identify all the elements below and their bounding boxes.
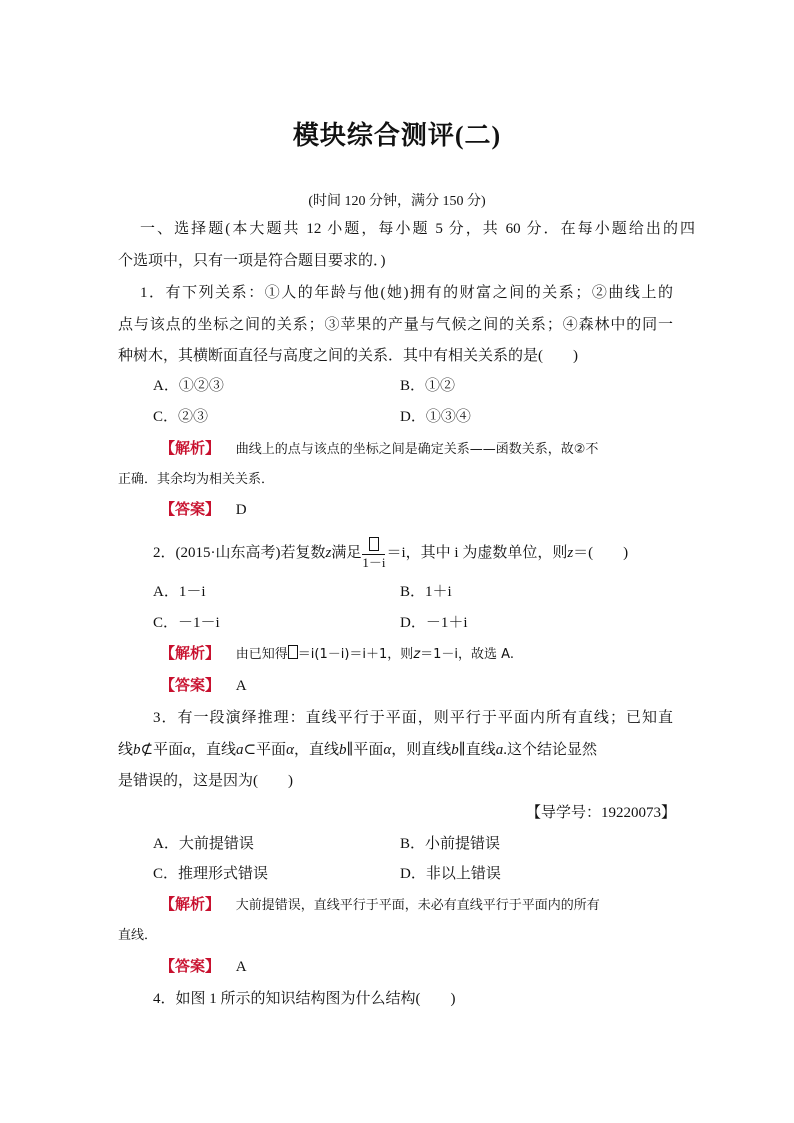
page-title: 模块综合测评(二) [292, 121, 502, 150]
q3-text-2b: ⊄平面 [140, 742, 184, 758]
q3-text-2f: ∥平面 [346, 742, 384, 758]
q2-var-z: z [325, 545, 332, 561]
q2-stem-part-c: ＝i，其中 i 为虚数单位，则 [386, 545, 568, 561]
q1-stem-line2 [118, 315, 673, 335]
q3-option-a: A．大前提错误 [153, 836, 254, 852]
q3-text-2h: ∥直线 [458, 742, 496, 758]
q3-option-b: B．小前提错误 [400, 836, 501, 852]
q2-stem-part-a: 2．(2015·山东高考)若复数 [153, 545, 326, 561]
q2-fraction-numerator [362, 537, 385, 555]
explanation-label: 【解析】 [160, 897, 221, 913]
q3-var-alpha3: α [383, 742, 392, 758]
answer-label: 【答案】 [160, 959, 221, 975]
q2-fraction [362, 537, 385, 571]
explanation-label: 【解析】 [160, 441, 221, 457]
q3-text-2g: ，则直线 [391, 742, 452, 758]
q3-text-2a: 线 [118, 742, 134, 758]
q1-answer [160, 500, 247, 520]
q3-text-2d: ⊂平面 [243, 742, 287, 758]
placeholder-box-icon [369, 537, 379, 551]
q1-explanation-line1 [160, 439, 598, 460]
q4-stem: 4．如图 1 所示的知识结构图为什么结构( ) [153, 991, 456, 1007]
q1-stem-line1 [140, 283, 673, 303]
q2-var-z2: z [567, 545, 574, 561]
q3-option-c: C．推理形式错误 [153, 866, 269, 882]
q3-stem-text1: 3．有一段演绎推理：直线平行于平面，则平行于平面内所有直线；已知直 [153, 710, 673, 726]
q3-var-a2: a [495, 742, 504, 758]
q2-stem [153, 536, 628, 571]
q3-option-d: D．非以上错误 [400, 866, 501, 882]
q3-stem-line1 [153, 708, 673, 728]
q1-option-d: D．①③④ [400, 409, 471, 425]
q3-var-b1: b [133, 742, 141, 758]
q3-answer [160, 957, 247, 977]
q2-explanation-text-c: ＝1－i，故选 A. [420, 647, 514, 662]
q3-var-b2: b [338, 742, 347, 758]
section-heading-line2: 个选项中，只有一项是符合题目要求的．) [118, 253, 386, 269]
q2-fraction-denominator: 1－i [362, 554, 386, 570]
q1-option-c: C．②③ [153, 409, 209, 425]
q3-stem-line2 [118, 740, 597, 760]
q3-stem-line3: 是错误的，这是因为( ) [118, 773, 293, 789]
q2-option-d: D．－1＋i [400, 615, 468, 631]
q1-option-a: A．①②③ [153, 378, 224, 394]
q3-explanation-text1: 大前提错误，直线平行于平面，未必有直线平行于平面内的所有 [235, 898, 600, 913]
q1-explanation-text1: 曲线上的点与该点的坐标之间是确定关系——函数关系，故②不 [235, 442, 599, 457]
q3-answer-value: A [235, 959, 247, 975]
q3-var-b3: b [451, 742, 459, 758]
q3-text-2i: .这个结论显然 [503, 742, 597, 758]
section-heading-line1 [140, 219, 695, 239]
q2-explanation-var-z: z [413, 647, 421, 662]
q2-stem-part-e: ＝( ) [573, 545, 629, 561]
q3-explanation-line2: 直线． [118, 928, 158, 943]
section-heading-text1: 一、选择题(本大题共 12 小题，每小题 5 分，共 60 分．在每小题给出的四 [140, 221, 695, 237]
q2-explanation-text-b: ＝i(1－i)＝i＋1，则 [297, 647, 414, 662]
q3-text-2c: ，直线 [190, 742, 236, 758]
q1-stem-text2: 点与该点的坐标之间的关系；③苹果的产量与气候之间的关系；④森林中的同一 [118, 317, 673, 333]
q3-var-alpha1: α [183, 742, 191, 758]
placeholder-box-icon [288, 645, 298, 659]
q3-var-a1: a [235, 742, 244, 758]
q2-option-b: B．1＋i [400, 584, 452, 600]
q3-reference-number: 【导学号：19220073】 [525, 805, 676, 821]
q2-explanation [160, 644, 514, 665]
q1-answer-value: D [235, 502, 247, 518]
q2-option-a: A．1－i [153, 584, 206, 600]
q2-option-c: C．－1－i [153, 615, 220, 631]
exam-info: (时间 120 分钟，满分 150 分) [308, 194, 486, 209]
answer-label: 【答案】 [160, 678, 221, 694]
answer-label: 【答案】 [160, 502, 221, 518]
q1-option-b: B．①② [400, 378, 456, 394]
q1-stem-line3: 种树木，其横断面直径与高度之间的关系．其中有相关关系的是( ) [118, 348, 578, 364]
explanation-label: 【解析】 [160, 646, 221, 662]
q3-var-alpha2: α [286, 742, 294, 758]
q2-stem-part-b: 满足 [331, 545, 362, 561]
q2-answer [160, 676, 247, 696]
q2-explanation-text-a: 由已知得 [235, 647, 288, 662]
q2-answer-value: A [235, 678, 247, 694]
q3-explanation-line1 [160, 895, 600, 916]
q1-explanation-line2: 正确．其余均为相关关系． [118, 472, 275, 487]
q1-stem-text1: 1．有下列关系：①人的年龄与他(她)拥有的财富之间的关系；②曲线上的 [140, 285, 673, 301]
q3-text-2e: ，直线 [293, 742, 339, 758]
